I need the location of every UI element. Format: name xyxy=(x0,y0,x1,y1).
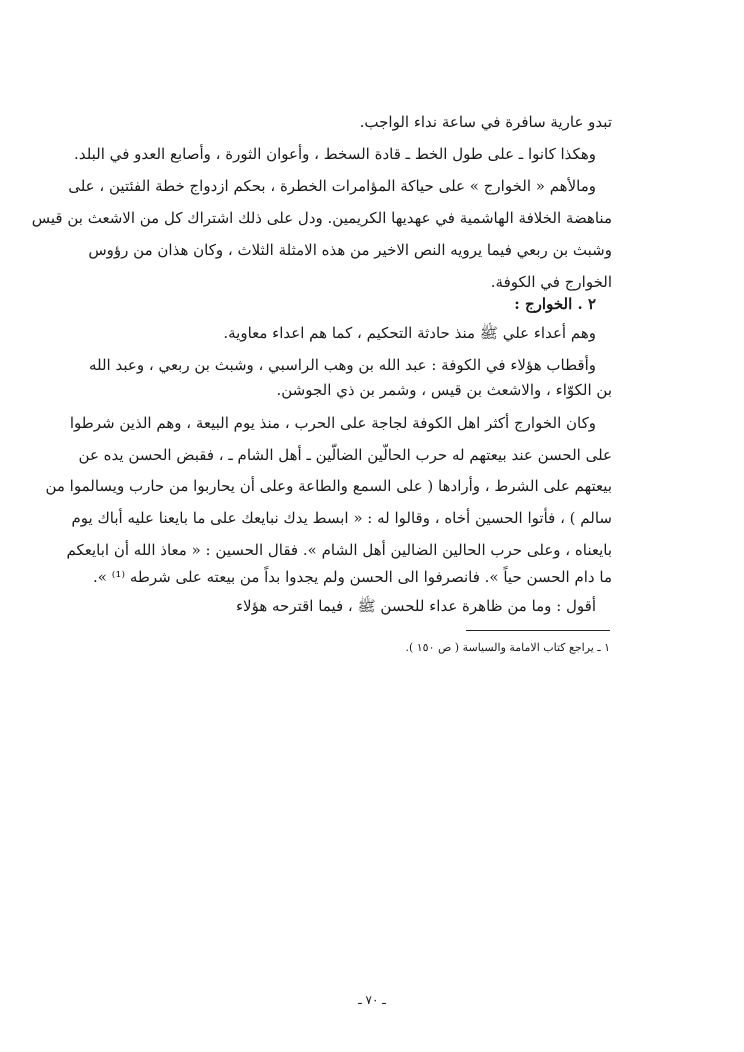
text-line-13: بيعتهم على الشرط ، وأرادها ( على السمع والطاعة وعلى أن يحاربوا من حارب ويسالموا من xyxy=(45,477,612,495)
text-line-9: وأقطاب هؤلاء في الكوفة : عبد الله بن وهب الراسبي ، وشبث بن ربعي ، وعبد الله xyxy=(88,356,596,374)
text-line-6: الخوارج في الكوفة. xyxy=(490,273,612,291)
text-line-16: ما دام الحسن حياً ». فانصرفوا الى الحسن ولم يجدوا بداً من بيعته على شرطه ⁽¹⁾ ». xyxy=(92,568,612,586)
text-line-1: تبدو عارية سافرة في ساعة نداء الواجب. xyxy=(359,113,612,131)
text-line-15: بايعناه ، وعلى حرب الحالين الضالين أهل الشام ». فقال الحسين : « معاذ الله أن ابايعكم xyxy=(66,541,612,559)
text-line-8: وهم أعداء علي ﷺ منذ حادثة التحكيم ، كما هم اعداء معاوية. xyxy=(223,324,596,342)
text-line-10: بن الكوّاء ، والاشعث بن قيس ، وشمر بن ذي الجوشن. xyxy=(276,381,612,399)
page-number: ـ ٧٠ ـ xyxy=(358,993,386,1007)
text-line-11: وكان الخوارج أكثر اهل الكوفة لجاجة على الحرب ، منذ يوم البيعة ، وهم الذين شرطوا xyxy=(69,414,596,432)
text-line-17: أقول : وما من ظاهرة عداء للحسن ﷺ ، فيما اقترحه هؤلاء xyxy=(235,597,596,615)
text-line-5: وشبث بن ربعي فيما يرويه النص الاخير من هذه الامثلة الثلاث ، وكان هذان من رؤوس xyxy=(88,241,612,259)
section-heading: ٢ . الخوارج : xyxy=(514,295,596,313)
footnote: ١ ـ يراجع كتاب الامامة والسياسة ( ص ١٥٠ ). xyxy=(405,641,610,654)
text-line-14: سالم ) ، فأتوا الحسين أخاه ، وقالوا له : « ابسط يدك نبايعك على ما بايعنا عليه أباك يوم xyxy=(71,509,612,527)
footnote-divider xyxy=(466,630,610,631)
text-line-12: على الحسن عند بيعتهم له حرب الحالّين الضالّين ـ أهل الشام ـ ، فقبض الحسن يده عن xyxy=(78,446,612,464)
text-line-4: مناهضة الخلافة الهاشمية في عهديها الكريمين. ودل على ذلك اشتراك كل من الاشعث بن قيس xyxy=(31,209,612,227)
text-line-3: ومالأهم « الخوارج » على حياكة المؤامرات الخطرة ، بحكم ازدواج خطة الفئتين ، على xyxy=(68,177,596,195)
text-line-2: وهكذا كانوا ـ على طول الخط ـ قادة السخط ، وأعوان الثورة ، وأصابع العدو في البلد. xyxy=(74,145,596,163)
